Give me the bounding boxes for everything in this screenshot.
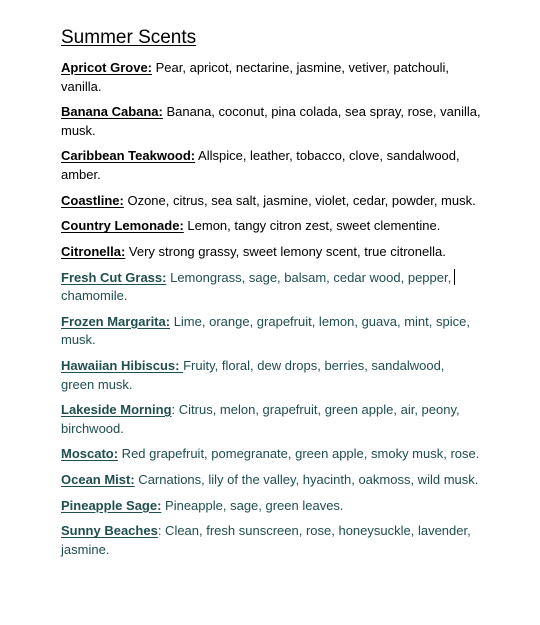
scent-description: : Clean, fresh sunscreen, rose, honeysuckle, lavender, jasmine.: [61, 523, 471, 557]
scent-entry: [61, 59, 481, 96]
scent-description: Very strong grassy, sweet lemony scent, true citronella.: [125, 243, 446, 259]
scent-entry: [61, 497, 481, 516]
scent-name: Sunny Beaches: [61, 523, 158, 539]
scent-name: Ocean Mist:: [61, 472, 135, 488]
scent-entry: [61, 313, 481, 350]
scent-entry: [61, 243, 481, 262]
scent-name: Pineapple Sage:: [61, 497, 162, 513]
scent-name: Apricot Grove:: [61, 60, 153, 75]
scent-name: Banana Cabana:: [61, 104, 163, 120]
scent-name: Country Lemonade:: [61, 218, 184, 234]
scent-entry: [61, 445, 481, 464]
scent-list: [61, 59, 500, 559]
scent-description: Pineapple, sage, green leaves.: [161, 497, 344, 513]
scent-description: Pear, apricot, nectarine, jasmine, vetiver, patchouli, vanilla.: [61, 60, 450, 94]
scent-description: : Citrus, melon, grapefruit, green apple, air, peony, birchwood.: [61, 402, 460, 436]
scent-entry: [61, 471, 481, 490]
scent-entry: [61, 522, 481, 559]
scent-entry: [61, 217, 481, 236]
scent-name: Coastline:: [61, 192, 124, 208]
scent-description: Lime, orange, grapefruit, lemon, guava, mint, spice, musk.: [61, 313, 470, 348]
scent-entry: [61, 269, 481, 306]
scent-description: Allspice, leather, tobacco, clove, sandalwood, amber.: [61, 148, 460, 182]
scent-name: Caribbean Teakwood:: [61, 148, 196, 164]
scent-description: Lemon, tangy citron zest, sweet clementine.: [183, 218, 441, 234]
scent-name: Citronella:: [61, 243, 126, 259]
scent-entry: [61, 147, 481, 184]
text-cursor: [454, 269, 455, 285]
scent-description: Carnations, lily of the valley, hyacinth, oakmoss, wild musk.: [134, 472, 479, 488]
scent-entry: [61, 357, 481, 394]
scent-description: Ozone, citrus, sea salt, jasmine, violet, cedar, powder, musk.: [123, 192, 476, 208]
scent-name: Moscato:: [61, 446, 119, 462]
scent-name: Hawaiian Hibiscus:: [61, 358, 184, 373]
scent-description: Banana, coconut, pina colada, sea spray, rose, vanilla, musk.: [61, 104, 481, 138]
scent-name: Lakeside Morning: [61, 402, 172, 418]
scent-name: Fresh Cut Grass:: [61, 269, 167, 285]
page-title: Summer Scents: [61, 27, 197, 48]
scent-description: Fruity, floral, dew drops, berries, sandalwood, green musk.: [61, 358, 445, 392]
scent-description: Red grapefruit, pomegranate, green apple, smoky musk, rose.: [118, 446, 480, 462]
scent-description: Lemongrass, sage, balsam, cedar wood, pepper, chamomile.: [61, 270, 455, 304]
scent-entry: [61, 103, 481, 140]
scent-entry: [61, 192, 481, 211]
scent-entry: [61, 401, 481, 438]
scent-name: Frozen Margarita:: [61, 313, 171, 329]
